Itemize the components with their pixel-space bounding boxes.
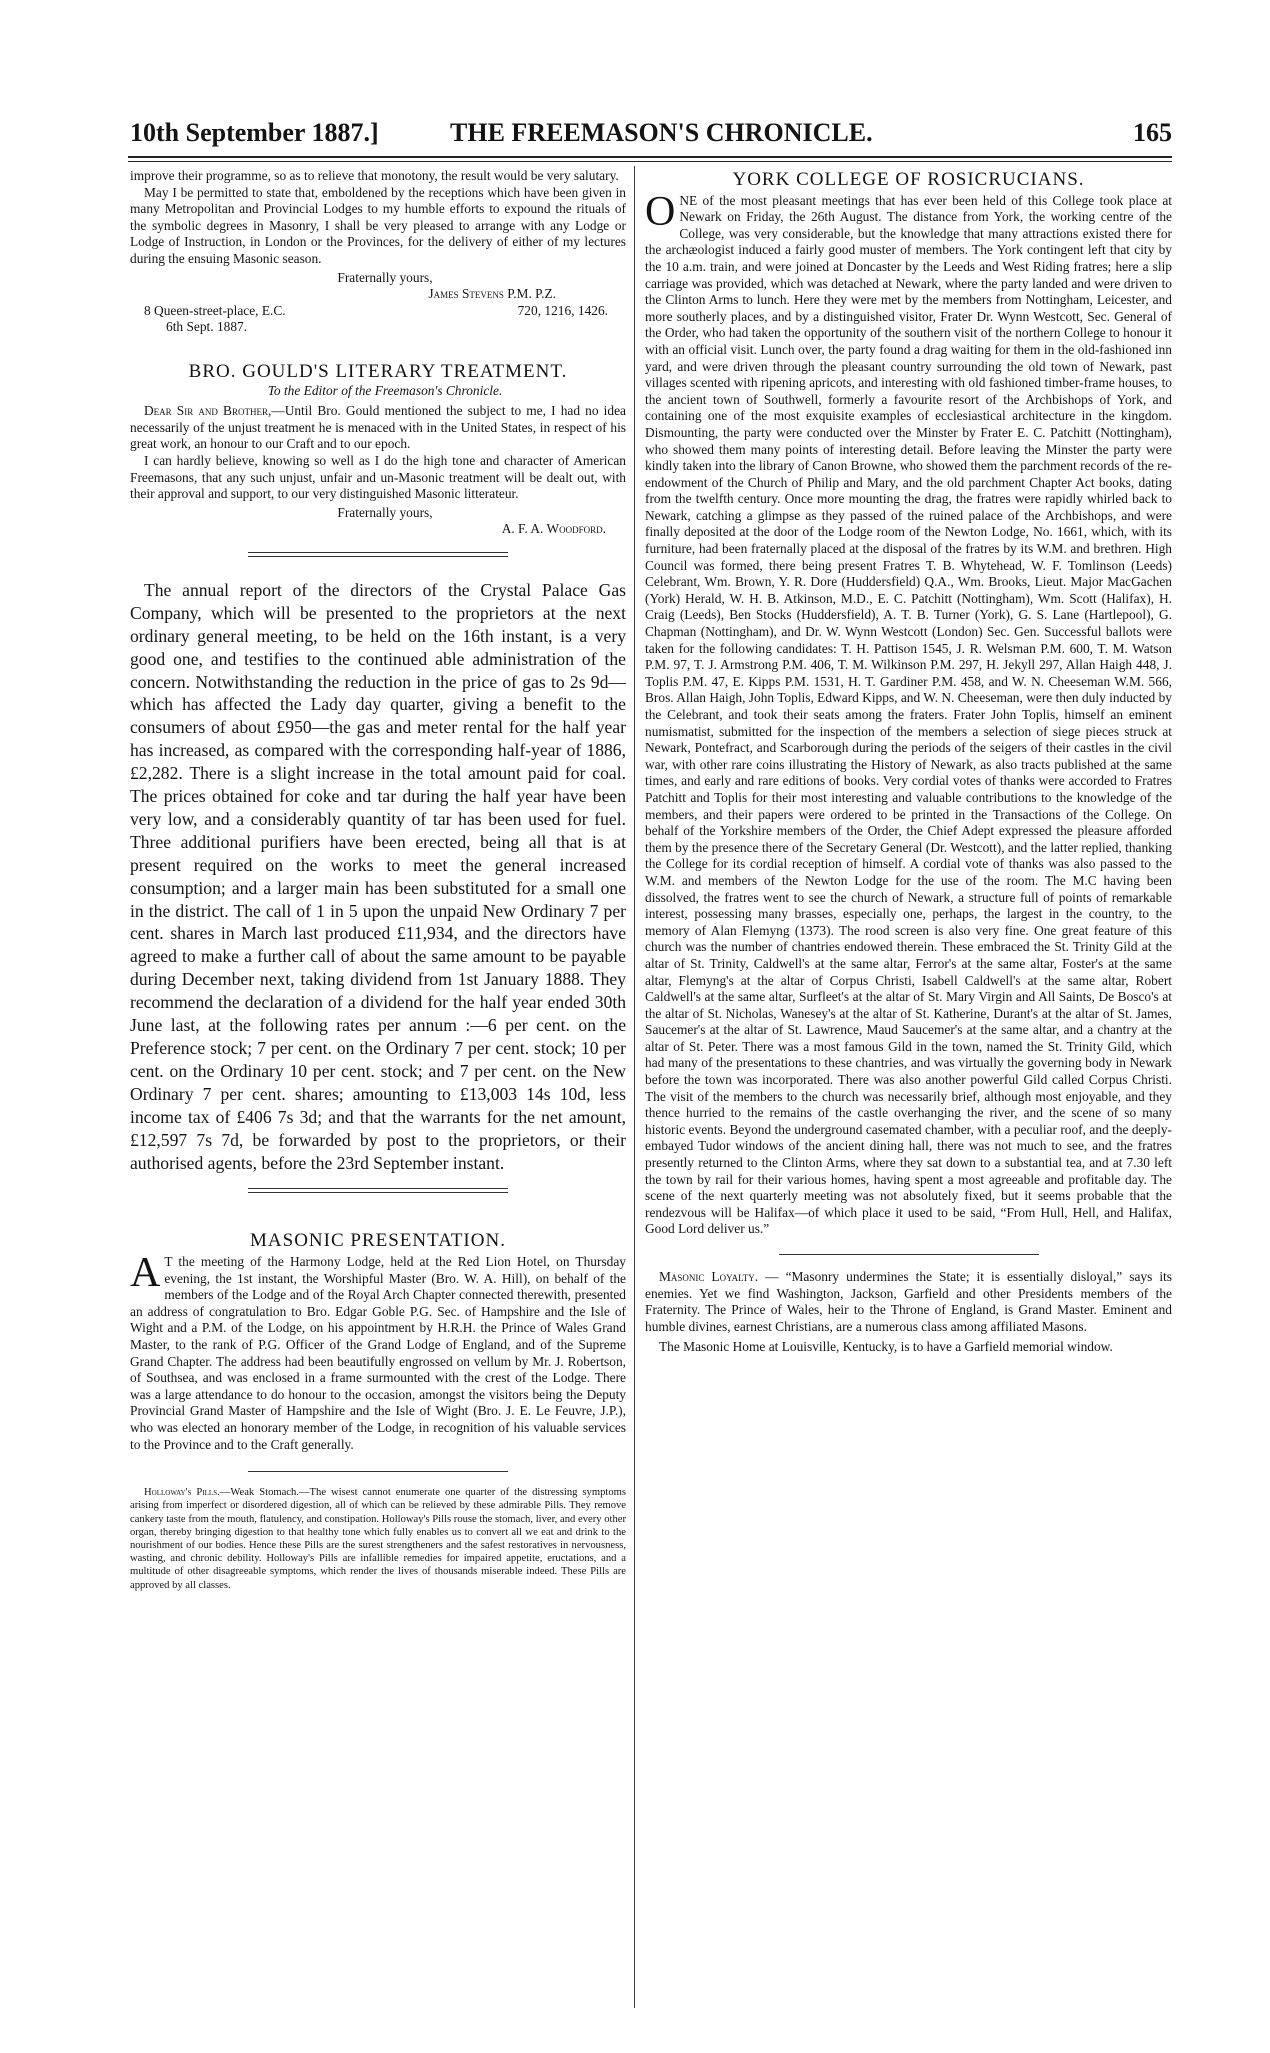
gould-signature: A. F. A. Woodford. [501, 521, 606, 537]
louisville-note: The Masonic Home at Louisville, Kentucky, is to have a Garfield memorial window. [659, 1339, 1113, 1355]
letter-lodge-numbers: 720, 1216, 1426. [517, 302, 608, 318]
presentation-text: T the meeting of the Harmony Lodge, held at the Red Lion Hotel, on Thursday evening, the 1st instant, the Worshipful Master (Bro. W. A. Hill), on behalf of the members of the Lodge and of the Royal Arch Chapter connected therewith, presented an address of congratulation to Bro. Edgar Goble P.G. Sec. of Hampshire and the Isle of Wight and a P.M. of the Lodge, on his appointment by H.R.H. the Prince of Wales Grand Master, to the rank of P.G. Officer of the Grand Lodge of England, and of the Supreme Grand Chapter. The address had been beautifully engrossed on vellum by Mr. J. Robertson, of Southsea, and was enclosed in a frame surmounted with the crest of the Lodge. There was a large attendance to do honour to the occasion, amongst the visitors being the Deputy Provincial Grand Master of Hampshire and the Isle of Wight (Bro. J. E. Le Feuvre, J.P.), who was elected an honorary member of the Lodge, in recognition of his valuable services to the Province and to the Craft generally. [130, 1254, 626, 1452]
publication-title: THE FREEMASON'S CHRONICLE. [450, 118, 873, 147]
letter-lectures-paragraph: May I be permitted to state that, emboldened by the receptions which have been given in many Metropolitan and Provincial Lodges to my humble efforts to expound the rituals of the symbolic degrees in Masonry, I shall be very pleased to arrange with any Lodge or Lodge of Instruction, in London or the Provinces, for the delivery of either of my lectures during the ensuing Masonic season. [130, 184, 626, 266]
section-rule [248, 1188, 508, 1189]
section-rule [779, 1254, 1039, 1255]
loyalty-lead: Masonic Loyalty. [659, 1269, 759, 1284]
york-dropcap: O [645, 188, 676, 235]
gould-subheading: To the Editor of the Freemason's Chronicle. [267, 382, 503, 398]
york-text: NE of the most pleasant meetings that has ever been held of this College took place at Newark on Friday, the 26th August. The distance from York, the working centre of the College, was very considerable, but the knowledge that many attractions existed there for the archæologist induced a fairly good muster of members. The York contingent left that city by the 10 a.m. train, and were joined at Doncaster by the Leeds and West Riding fratres; here a slip carriage was provided, which was detached at Newark, where the party landed and were driven to the Clinton Arms to lunch. Here they were met by the members from Nottingham, Leicester, and more southerly places, and by a distinguished visitor, Frater Dr. Wynn Westcott, Sec. General of the Order, who had taken the opportunity of the southern visit of the northern College to honour it with an official visit. Lunch over, the party found a drag waiting for them in the old-fashioned inn yard, and were driven through the pleasant country surrounding the old town of Newark, past villages scented with ripening apricots, and interesting with old fashioned timber-frame houses, to the ancient town of Southwell, formerly a favourite resort of the Archbishops of York, and containing one of the most exquisite examples of ecclesiastical architecture in the kingdom. Dismounting, the party were conducted over the Minster by Frater E. C. Patchitt (Nottingham), who showed them many points of interesting detail. Before leaving the Minster the party were kindly taken into the library of Canon Browne, who showed them the parchment records of the re-endowment of the Church of Philip and Mary, and the old parchment Chapter Act books, dating from the twelfth century. Once more mounting the drag, the fratres were rapidly whirled back to Newark, catching a glimpse as they passed of the ruined palace of the Archbishops, and were finally deposited at the door of the Lodge room of the Newton Lodge, No. 1661, which, with its furniture, had been fraternally placed at the disposal of the fratres by its W.M. and brethren. High Council was formed, there being present Fratres T. B. Whytehead, W. F. Tomlinson (Leeds) Celebrant, Wm. Brown, Y. R. Dore (Huddersfield) Q.A., Wm. Brooks, Lieut. Major MacGachen (York) Herald, W. H. B. Atkinson, M.D., E. C. Patchitt (Nottingham), Wm. Scott (Halifax), H. Craig (Leeds), Ben Stocks (Huddersfield), A. T. B. Turner (York), G. S. Lane (Hartlepool), G. Chapman (Nottingham), and Dr. W. Wynn Westcott (London) Sec. Gen. Successful ballots were taken for the following candidates: T. H. Pattison 1545, J. R. Welsman P.M. 600, T. M. Watson P.M. 97, T. J. Armstrong P.M. 406, T. M. Wilkinson P.M. 297, H. Jekyll 297, Allan Haigh 448, J. Toplis P.M. 47, E. Kipps P.M. 1531, H. T. Gardiner P.M. 458, and W. N. Cheeseman W.M. 566, Bros. Allan Haigh, John Toplis, Edward Kipps, and W. N. Cheeseman, were then duly inducted by the Celebrant, and took their seats among the fraters. Frater John Toplis, himself an eminent numismatist, submitted for the inspection of the members a selection of siege pieces struck at Newark, Pontefract, and Scarborough during the periods of the seigers of their castles in the civil war, with other rare coins illustrating the History of Newark, as also tracts published at the same times, and early and rare editions of books. Very cordial votes of thanks were accorded to Fratres Patchitt and Toplis for their most interesting and valuable contributions to the knowledge of the members, and their papers were ordered to be printed in the Transactions of the College. On behalf of the Yorkshire members of the Order, the Chief Adept expressed the pleasure afforded them by the presence there of the Secretary General (Dr. Westcott), and the latter replied, thanking the College for its cordial reception of himself. A cordial vote of thanks was also passed to the W.M. and members of the Newton Lodge for the use of the room. The M.C having been dissolved, the fratres went to see the church of Newark, a structure full of points of remarkable interest, possessing many brasses, especially one, perhaps, the largest in the country, to the memory of Alan Flemyng (1373). The rood screen is also very fine. One great feature of this church was the number of chantries endowed therein. These embraced the St. Trinity Gild at the altar of St. Trinity, Caldwell's at the same altar, Ferror's at the same altar, Foster's at the same altar, Flemyng's at the altar of Corpus Christi, Isabell Caldwell's at the same altar, Robert Caldwell's at the same altar, Surfleet's at the altar of St. Mary Virgin and All Saints, De Bosco's at the altar of St. Nicholas, Wanesey's at the altar of St. Katherine, Durant's at the altar of St. James, Saucemer's at the altar of St. Lawrence, Maud Saucemer's at the same altar, and a chantry at the altar of St. Peter. There was a most famous Gild in the town, named the St. Trinity Gild, which had many of the presentations to these chantries, and was virtually the governing body in Newark before the town was incorporated. There was also another powerful Gild called Corpus Christi. The visit of the members to the church was necessarily brief, although most enjoyable, and they thence hurried to the remains of the castle overhanging the river, and the scene of so many historic events. Beyond the underground casemated chamber, with a peculiar roof, and the deeply-embayed Tudor windows of the ancient dining hall, there was not much to see, and the fratres presently returned to the Clinton Arms, where they sat down to a substantial tea, and at 7.30 left the town by rail for their various homes, having spent a most agreeable and profitable day. The scene of the next quarterly meeting was not absolutely fixed, but it seems probable that the rendezvous will be Halifax—of which place it used to be said, “From Hull, Hell, and Halifax, Good Lord deliver us.” [645, 192, 1172, 1237]
loyalty-text: — “Masonry undermines the State; it is essentially disloyal,” says its enemies. Yet we find Washington, Jackson, Garfield and other Presidents members of the Fraternity. The Prince of Wales, heir to the Throne of England, is Grand Master. Eminent and humble divines, earnest Christians, are a numerous class among affiliated Masons. [645, 1269, 1172, 1334]
gas-company-report: The annual report of the directors of the Crystal Palace Gas Company, which will be presented to the proprietors at the next ordinary general meeting, to be held on the 16th instant, is a very good one, and testifies to the continued able administration of the concern. Notwithstanding the reduction in the price of gas to 2s 9d—which has affected the Lady day quarter, giving a benefit to the consumers of about £950—the gas and meter rental for the half year has increased, as compared with the corresponding half-year of 1886, £2,282. There is a slight increase in the total amount paid for coal. The prices obtained for coke and tar during the half year have been very low, and a considerably quantity of tar has been used for fuel. Three additional purifiers have been erected, being all that is at present required on the works to meet the general increased consumption; and a larger main has been substituted for a small one in the district. The call of 1 in 5 upon the unpaid New Ordinary 7 per cent. shares in March last produced £11,934, and the directors have agreed to make a further call of about the same amount to be payable during December next, taking dividend from 1st January 1888. They recommend the declaration of a dividend for the half year ended 30th June last, at the following rates per annum :—6 per cent. on the Preference stock; 7 per cent. on the Ordinary 7 per cent. stock; 10 per cent. on the Ordinary 10 per cent. stock; and 7 per cent. on the New Ordinary 7 per cent. shares; amounting to £13,003 14s 10d, less income tax of £406 7s 3d; and that the warrants for the net amount, £12,597 7s 7d, be forwarded by post to the proprietors, or their authorised agents, before the 23rd September instant. [130, 579, 626, 1173]
holloway-text: —Weak Stomach.—The wisest cannot enumerate one quarter of the distressing symptoms arising from imperfect or disordered digestion, all of which can be relieved by these admirable Pills. They remove cankery taste from the mouth, flatulency, and constipation. Holloway's Pills rouse the stomach, liver, and every other organ, thereby bringing digestion to that healthy tone which fully enables us to convert all we eat and drink to the nourishment of our bodies. Hence these Pills are the surest strengtheners and the safest restoratives in nervousness, wasting, and chronic debility. Holloway's Pills are infallible remedies for impaired appetite, eructations, and a multitude of other disagreeable symptoms, which render the lives of thousands miserable indeed. These Pills are approved by all classes. [130, 1487, 626, 1591]
header-rule [128, 156, 1172, 158]
page-number: 165 [1133, 118, 1172, 147]
letter-date: 6th Sept. 1887. [166, 319, 248, 335]
presentation-dropcap: A [130, 1250, 161, 1297]
gould-closing: Fraternally yours, [337, 504, 433, 520]
section-rule-thin [248, 1192, 508, 1193]
section-rule [248, 552, 508, 553]
gould-paragraph-2: I can hardly believe, knowing so well as I do the high tone and character of American Freemasons, that any such unjust, unfair and un-Masonic treatment will be dealt out, with their approval and support, to our very distinguished Masonic litterateur. [130, 452, 626, 502]
letter-signature: James Stevens P.M. P.Z. [428, 286, 556, 302]
right-column [645, 170, 1172, 1356]
letter-closing: Fraternally yours, [337, 269, 433, 285]
letter-address-line [130, 303, 626, 320]
gould-salutation: Dear Sir and Brother, [144, 403, 272, 419]
page-header [130, 118, 1170, 148]
holloway-advert [130, 1486, 626, 1592]
presentation-paragraph [130, 1250, 626, 1453]
presentation-heading: MASONIC PRESENTATION. [250, 1230, 506, 1252]
letter-address: 8 Queen-street-place, E.C. [144, 302, 286, 318]
header-rule-thin [128, 161, 1172, 162]
issue-date: 10th September 1887.] [130, 118, 379, 147]
york-heading: YORK COLLEGE OF ROSICRUCIANS. [732, 169, 1085, 190]
york-article [645, 188, 1172, 1238]
letter-continuation-text: improve their programme, so as to relieve that monotony, the result would be very salutary. [130, 168, 619, 183]
holloway-lead: Holloway's Pills. [144, 1487, 220, 1499]
left-column [130, 168, 626, 1592]
section-rule [248, 1471, 508, 1472]
gould-heading: BRO. GOULD'S LITERARY TREATMENT. [188, 360, 568, 382]
gould-paragraph-1-text: —Until Bro. Gould mentioned the subject to me, I had no idea necessarily of the unjust treatment he is menaced with in the United States, in respect of his great work, an honour to our Craft and to our epoch. [130, 403, 626, 452]
section-rule-thin [248, 556, 508, 557]
column-divider [634, 166, 635, 2008]
masonic-loyalty-note [645, 1269, 1172, 1335]
gould-paragraph-1 [130, 403, 626, 453]
